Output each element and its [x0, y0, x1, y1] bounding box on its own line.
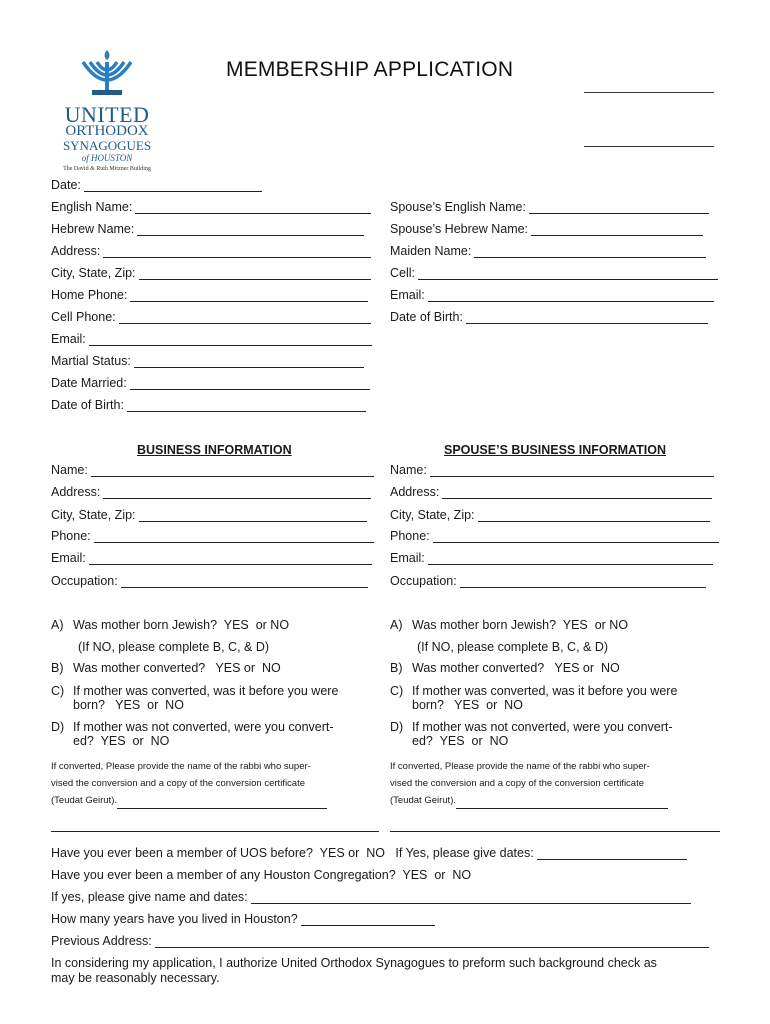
business-address-label: Address: [51, 485, 101, 499]
business-name-label: Name: [51, 463, 88, 477]
home-phone-field[interactable] [130, 289, 368, 302]
email-field[interactable] [89, 333, 372, 346]
business-occupation-row [51, 574, 368, 588]
spouse-business-city-state-zip-row [390, 508, 710, 522]
cell-phone-field[interactable] [119, 311, 371, 324]
years-in-houston-label: How many years have you lived in Houston? [51, 912, 298, 926]
spouse-business-city-state-zip-field[interactable] [478, 509, 710, 522]
spouse-question-a-text: Was mother born Jewish? YES or NO [412, 618, 629, 632]
spouse-business-occupation-field[interactable] [460, 575, 706, 588]
spouse-english-name-row [390, 200, 709, 214]
question-b: B) Was mother converted? YES or NO [51, 661, 281, 675]
marital-status-field[interactable] [134, 355, 364, 368]
business-info-heading: BUSINESS INFORMATION [137, 443, 292, 457]
uos-member-row [51, 846, 687, 860]
houston-congregation-row [51, 868, 474, 882]
congregation-details-row [51, 890, 691, 904]
date-married-field[interactable] [130, 377, 370, 390]
spouse-question-a-note: (If NO, please complete B, C, & D) [417, 640, 609, 654]
date-field[interactable] [84, 179, 262, 192]
hebrew-name-field[interactable] [137, 223, 364, 236]
business-name-row [51, 463, 374, 477]
spouse-business-occupation-label: Occupation: [390, 574, 457, 588]
business-phone-row [51, 529, 374, 543]
question-a-note: (If NO, please complete B, C, & D) [78, 640, 270, 654]
address-field[interactable] [103, 245, 371, 258]
question-d-text-1: If mother was not converted, were you convert- [73, 720, 334, 734]
congregation-details-label: If yes, please give name and dates: [51, 890, 248, 904]
question-c-text-2: born? YES or NO [73, 698, 184, 712]
conversion-note-line-3: (Teudat Geirut). [51, 795, 117, 806]
spouse-business-name-field[interactable] [430, 464, 714, 477]
english-name-label: English Name: [51, 200, 133, 214]
address-label: Address: [51, 244, 101, 258]
date-row [51, 178, 262, 192]
corner-blank-2[interactable] [584, 146, 714, 147]
date-of-birth-row [51, 398, 366, 412]
uos-member-dates-field[interactable] [537, 847, 687, 860]
spouse-business-phone-label: Phone: [390, 529, 430, 543]
spouse-business-city-state-zip-label: City, State, Zip: [390, 508, 475, 522]
logo-caption: The David & Ruth Mitzner Building [63, 166, 151, 172]
uos-member-question: Have you ever been a member of UOS before? YES or NO If Yes, please give dates: [51, 846, 534, 860]
spouse-business-address-field[interactable] [442, 486, 712, 499]
consent-line-2: may be reasonably necessary. [51, 971, 220, 985]
rabbi-name-field[interactable] [117, 797, 327, 809]
spouse-business-occupation-row [390, 574, 706, 588]
spouse-business-email-row [390, 551, 713, 565]
business-address-row [51, 485, 371, 499]
years-in-houston-field[interactable] [301, 913, 435, 926]
business-city-state-zip-label: City, State, Zip: [51, 508, 136, 522]
city-state-zip-field[interactable] [139, 267, 371, 280]
spouse-date-of-birth-row [390, 310, 708, 324]
spouse-email-field[interactable] [428, 289, 714, 302]
spouse-date-of-birth-label: Date of Birth: [390, 310, 463, 324]
spouse-question-d-text-1: If mother was not converted, were you convert- [412, 720, 673, 734]
spouse-conversion-note-line-2: vised the conversion and a copy of the conversion certificate [390, 778, 645, 789]
spouse-question-b: B) Was mother converted? YES or NO [390, 661, 620, 675]
date-label: Date: [51, 178, 81, 192]
corner-blank-1[interactable] [584, 92, 714, 93]
question-a: A) Was mother born Jewish? YES or NO [51, 618, 290, 632]
previous-address-field[interactable] [155, 935, 709, 948]
spouse-rabbi-name-field[interactable] [456, 797, 668, 809]
address-row [51, 244, 371, 258]
conversion-note [51, 758, 381, 809]
date-of-birth-label: Date of Birth: [51, 398, 124, 412]
spouse-question-c-text-2: born? YES or NO [412, 698, 523, 712]
spouse-hebrew-name-field[interactable] [531, 223, 703, 236]
business-occupation-label: Occupation: [51, 574, 118, 588]
spouse-question-c-text-1: If mother was converted, was it before you were [412, 684, 678, 698]
question-a-text: Was mother born Jewish? YES or NO [73, 618, 290, 632]
cell-phone-row [51, 310, 371, 324]
spouse-business-address-row [390, 485, 712, 499]
business-address-field[interactable] [103, 486, 371, 499]
city-state-zip-label: City, State, Zip: [51, 266, 136, 280]
maiden-name-label: Maiden Name: [390, 244, 472, 258]
maiden-name-field[interactable] [474, 245, 706, 258]
spouse-conversion-note [390, 758, 730, 809]
logo-word-houston: of HOUSTON [81, 153, 133, 163]
question-b-text: Was mother converted? YES or NO [73, 661, 281, 675]
conversion-extra-line-right[interactable] [390, 831, 720, 832]
spouse-business-address-label: Address: [390, 485, 440, 499]
question-d-text-2: ed? YES or NO [73, 734, 170, 748]
logo-word-synagogues: SYNAGOGUES [62, 138, 152, 153]
years-in-houston-row [51, 912, 435, 926]
question-d: D) If mother was not converted, were you convert- ed? YES or NO [51, 720, 334, 748]
business-phone-label: Phone: [51, 529, 91, 543]
conversion-extra-line-left[interactable] [51, 831, 379, 832]
spouse-email-label: Email: [390, 288, 425, 302]
spouse-question-b-text: Was mother converted? YES or NO [412, 661, 620, 675]
spouse-question-a: A) Was mother born Jewish? YES or NO [390, 618, 629, 632]
spouse-date-of-birth-field[interactable] [466, 311, 708, 324]
home-phone-label: Home Phone: [51, 288, 128, 302]
spouse-cell-field[interactable] [418, 267, 718, 280]
previous-address-label: Previous Address: [51, 934, 152, 948]
spouse-business-info-heading: SPOUSE’S BUSINESS INFORMATION [444, 443, 667, 457]
business-city-state-zip-field[interactable] [139, 509, 367, 522]
spouse-business-name-row [390, 463, 714, 477]
spouse-english-name-field[interactable] [529, 201, 709, 214]
date-married-row [51, 376, 370, 390]
menorah-icon [52, 48, 162, 100]
spouse-english-name-label: Spouse’s English Name: [390, 200, 526, 214]
spouse-cell-label: Cell: [390, 266, 416, 280]
english-name-row [51, 200, 371, 214]
home-phone-row [51, 288, 368, 302]
spouse-hebrew-name-row [390, 222, 703, 236]
consent-line-1: In considering my application, I authorize United Orthodox Synagogues to preform such background check as [51, 956, 657, 970]
spouse-business-name-label: Name: [390, 463, 427, 477]
spouse-business-email-field[interactable] [428, 552, 713, 565]
business-city-state-zip-row [51, 508, 367, 522]
consent-statement [51, 956, 731, 986]
business-occupation-field[interactable] [121, 575, 368, 588]
question-c: C) If mother was converted, was it before you were born? YES or NO [51, 684, 339, 712]
business-name-field[interactable] [91, 464, 374, 477]
conversion-note-line-2: vised the conversion and a copy of the conversion certificate [51, 778, 306, 789]
spouse-conversion-note-line-1: If converted, Please provide the name of the rabbi who super- [390, 761, 650, 772]
conversion-note-line-1: If converted, Please provide the name of the rabbi who super- [51, 761, 311, 772]
marital-status-label: Martial Status: [51, 354, 131, 368]
houston-congregation-question: Have you ever been a member of any Houston Congregation? YES or NO [51, 868, 472, 882]
business-phone-field[interactable] [94, 530, 374, 543]
logo [52, 48, 162, 176]
congregation-details-field[interactable] [251, 891, 691, 904]
business-email-field[interactable] [89, 552, 372, 565]
previous-address-row [51, 934, 709, 948]
spouse-question-c: C) If mother was converted, was it before you were born? YES or NO [390, 684, 678, 712]
maiden-name-row [390, 244, 706, 258]
spouse-question-d: D) If mother was not converted, were you convert- ed? YES or NO [390, 720, 673, 748]
logo-word-orthodox: ORTHODOX [65, 123, 149, 139]
spouse-hebrew-name-label: Spouse’s Hebrew Name: [390, 222, 529, 236]
question-c-text-1: If mother was converted, was it before you were [73, 684, 339, 698]
english-name-field[interactable] [135, 201, 371, 214]
spouse-cell-row [390, 266, 718, 280]
spouse-business-phone-field[interactable] [433, 530, 719, 543]
marital-status-row [51, 354, 364, 368]
cell-phone-label: Cell Phone: [51, 310, 116, 324]
email-row [51, 332, 372, 346]
date-of-birth-field[interactable] [127, 399, 366, 412]
email-label: Email: [51, 332, 86, 346]
spouse-business-phone-row [390, 529, 719, 543]
city-state-zip-row [51, 266, 371, 280]
spouse-email-row [390, 288, 714, 302]
page-title: MEMBERSHIP APPLICATION [226, 58, 514, 81]
spouse-business-email-label: Email: [390, 551, 425, 565]
business-email-label: Email: [51, 551, 86, 565]
hebrew-name-label: Hebrew Name: [51, 222, 135, 236]
business-email-row [51, 551, 372, 565]
spouse-conversion-note-line-3: (Teudat Geirut). [390, 795, 456, 806]
hebrew-name-row [51, 222, 364, 236]
spouse-question-d-text-2: ed? YES or NO [412, 734, 509, 748]
logo-word-united: UNITED [64, 102, 150, 127]
date-married-label: Date Married: [51, 376, 127, 390]
